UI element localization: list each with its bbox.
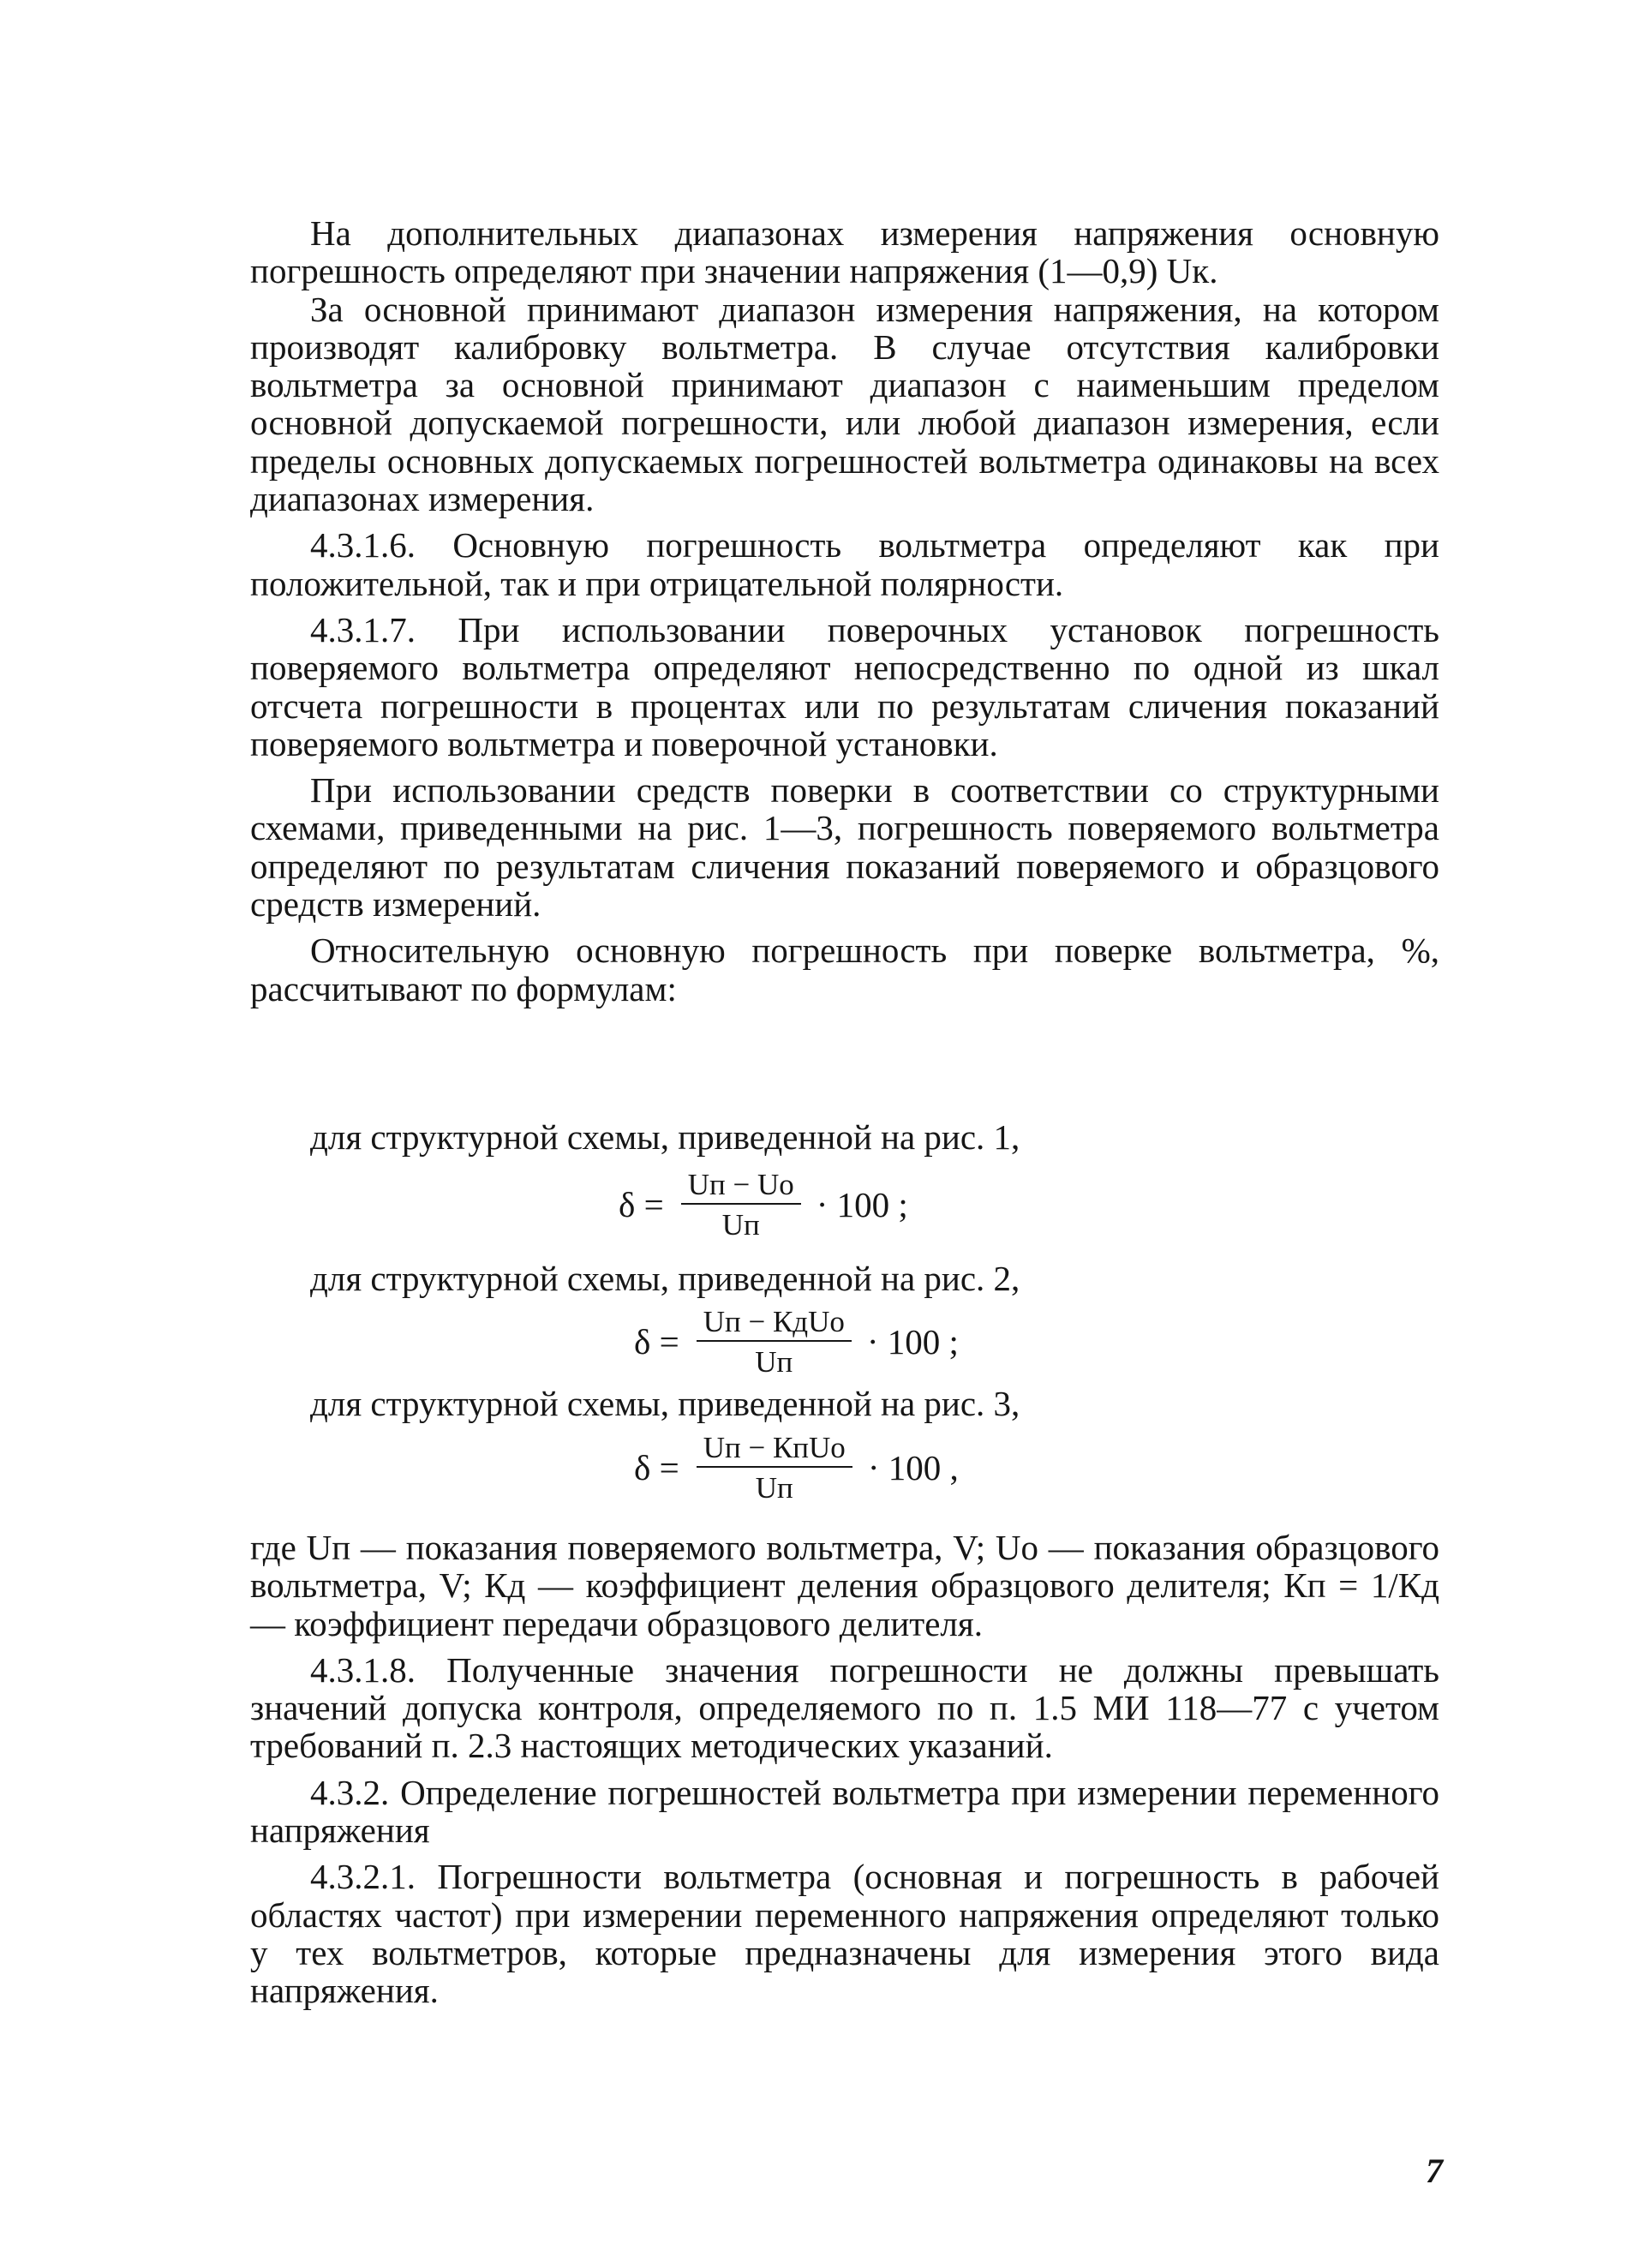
- scheme-intro-3: для структурной схемы, приведенной на рис. 3,: [310, 1384, 1020, 1423]
- denominator: Uп: [755, 1471, 793, 1505]
- paragraph-4-3-1-8: 4.3.1.8. Полученные значения погрешности не должны превышать значений допуска контроля, определяемого по п. 1.5 МИ 118—77 с учетом требований п. 2.3 настоящих методических указаний.: [250, 1649, 1439, 1766]
- paragraph: За основной принимают диапазон измерения напряжения, на котором производят калибровку вольтметра. В случае отсутствия калибровки вольтметра за основной принимают диапазон с наименьшим пределом основной допускаемой погрешности, или любой диапазон измерения, если пределы основных допускаемых погрешностей вольтметра одинаковы на всех диапазонах измерения.: [250, 289, 1439, 519]
- fraction: [681, 1170, 801, 1240]
- scheme-intro-1: для структурной схемы, приведенной на рис. 1,: [310, 1117, 1020, 1157]
- numerator: Uп − КдUо: [703, 1305, 845, 1338]
- formula-lhs: δ =: [634, 1321, 679, 1361]
- paragraph: Относительную основную погрешность при поверке вольтметра, %, рассчитывают по формулам:: [250, 931, 1439, 1008]
- formula-3: [634, 1433, 969, 1503]
- numerator: Uп − КпUо: [703, 1431, 846, 1464]
- text-block-top: [250, 214, 1439, 1008]
- paragraph: На дополнительных диапазонах измерения напряжения основную погрешность определяют при значении напряжения (1—0,9) Uк.: [250, 213, 1439, 291]
- formula-rhs: · 100 ,: [867, 1447, 959, 1487]
- paragraph-4-3-1-6: 4.3.1.6. Основную погрешность вольтметра определяют как при положительной, так и при отрицательной полярности.: [250, 525, 1439, 603]
- formula-lhs: δ =: [619, 1184, 664, 1224]
- paragraph-4-3-2-1: 4.3.2.1. Погрешности вольтметра (основная и погрешность в рабочей областях частот) при измерении переменного напряжения определяют только у тех вольтметров, которые предназначены для измерения этого вида напряжения.: [250, 1857, 1439, 2011]
- fraction: [697, 1307, 852, 1377]
- denominator: Uп: [755, 1345, 793, 1379]
- formula-1: [619, 1170, 918, 1240]
- formula-lhs: δ =: [634, 1447, 679, 1487]
- heading-4-3-2: 4.3.2. Определение погрешностей вольтметра при измерении переменного напряжения: [250, 1772, 1439, 1851]
- paragraph: При использовании средств поверки в соответствии со структурными схемами, приведенными на рис. 1—3, погрешность поверяемого вольтметра определяют по результатам сличения показаний поверяемого и образцового средств измерений.: [250, 770, 1439, 925]
- scheme-intro-2: для структурной схемы, приведенной на рис. 2,: [310, 1259, 1020, 1298]
- fraction: [697, 1433, 852, 1503]
- formula-rhs: · 100 ;: [816, 1184, 908, 1224]
- paragraph-definitions: где Uп — показания поверяемого вольтметра, V; Uо — показания образцового вольтметра, V; Кд — коэффициент деления образцового делителя; Кп = 1/Кд — коэффициент передачи образцового делителя.: [250, 1528, 1439, 1643]
- denominator: Uп: [721, 1208, 760, 1242]
- formula-rhs: · 100 ;: [866, 1321, 959, 1361]
- text-block-bottom: [250, 1529, 1439, 2010]
- page-number: 7: [1426, 2151, 1443, 2190]
- numerator: Uп − Uо: [687, 1168, 794, 1201]
- paragraph-4-3-1-7: 4.3.1.7. При использовании поверочных установок погрешность поверяемого вольтметра определяют непосредственно по одной из шкал отсчета погрешности в процентах или по результатам сличения показаний поверяемого вольтметра и поверочной установки.: [250, 609, 1439, 763]
- formula-2: [634, 1307, 969, 1377]
